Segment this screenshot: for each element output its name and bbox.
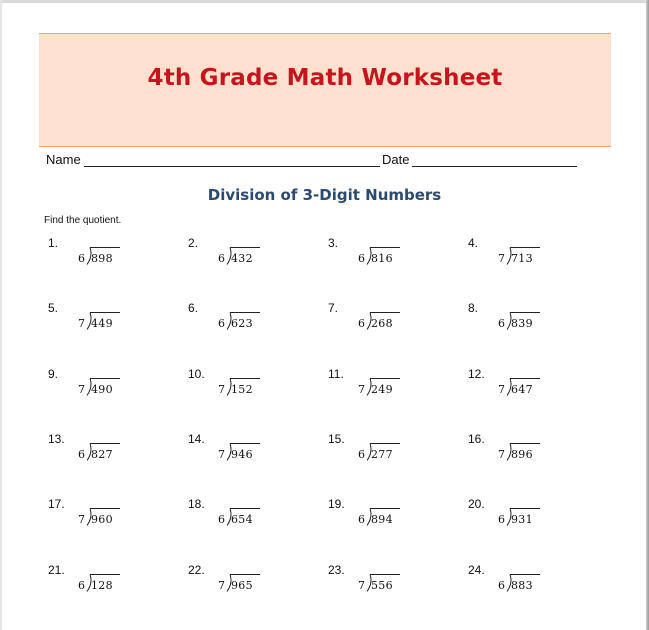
divisor: 6 [218,317,225,330]
dividend: 898 [91,252,113,265]
division-bar [370,247,400,248]
dividend: 960 [91,513,113,526]
division-problem [468,236,578,276]
date-line [412,166,577,167]
problem-number: 5. [48,301,59,315]
dividend: 490 [91,383,113,396]
dividend: 556 [371,579,393,592]
problem-number: 15. [328,432,345,446]
problem-number: 8. [468,301,479,315]
division-bar [370,574,400,575]
problem-number: 20. [468,497,485,511]
divisor: 7 [218,383,225,396]
problem-number: 13. [48,432,65,446]
divisor: 6 [498,513,505,526]
division-problem [468,432,578,472]
divisor: 6 [78,448,85,461]
problem-number: 16. [468,432,485,446]
division-problem [328,432,438,472]
instructions: Find the quotient. [44,215,122,226]
problem-number: 11. [328,367,344,381]
division-problem [328,301,438,341]
division-bar [510,378,540,379]
problem-number: 23. [328,563,345,577]
division-bar [230,574,260,575]
dividend: 654 [231,513,253,526]
header-band [39,33,611,147]
divisor: 7 [78,513,85,526]
division-bar [510,312,540,313]
problem-number: 7. [328,301,339,315]
dividend: 894 [371,513,393,526]
worksheet-subtitle: Division of 3-Digit Numbers [207,186,442,204]
divisor: 6 [218,252,225,265]
division-bar [510,508,540,509]
division-bar [370,378,400,379]
problem-number: 9. [48,367,59,381]
division-bar [510,247,540,248]
division-bar [230,247,260,248]
problem-number: 2. [188,236,199,250]
divisor: 7 [358,383,365,396]
problem-number: 4. [468,236,479,250]
division-problem [468,301,578,341]
dividend: 277 [371,448,393,461]
divisor: 6 [498,317,505,330]
problem-number: 24. [468,563,485,577]
divisor: 6 [498,579,505,592]
division-problem [188,236,298,276]
division-bar [230,312,260,313]
divisor: 7 [358,579,365,592]
problem-number: 3. [328,236,339,250]
division-bar [370,508,400,509]
division-bar [90,443,120,444]
dividend: 896 [511,448,533,461]
division-problem [468,367,578,407]
dividend: 432 [231,252,253,265]
name-line [84,166,380,167]
division-problem [328,236,438,276]
dividend: 816 [371,252,393,265]
division-problem [48,236,158,276]
problem-number: 14. [188,432,205,446]
division-problem [328,497,438,537]
division-bar [90,312,120,313]
divisor: 6 [358,252,365,265]
worksheet-title: 4th Grade Math Worksheet [147,65,503,91]
division-bar [90,508,120,509]
date-label: Date [382,152,410,167]
divisor: 7 [498,252,505,265]
page-top-edge [0,0,649,3]
dividend: 647 [511,383,533,396]
problem-number: 12. [468,367,485,381]
division-problem [328,367,438,407]
divisor: 6 [78,579,85,592]
divisor: 7 [78,317,85,330]
division-bar [90,247,120,248]
division-problem [468,497,578,537]
problem-number: 1. [48,236,59,250]
division-problem [48,367,158,407]
dividend: 931 [511,513,533,526]
dividend: 946 [231,448,253,461]
divisor: 7 [218,448,225,461]
division-problem [188,497,298,537]
division-bar [230,378,260,379]
division-problem [188,367,298,407]
divisor: 6 [358,317,365,330]
divisor: 7 [218,579,225,592]
division-problem [48,563,158,603]
problem-number: 22. [188,563,205,577]
division-problem [48,301,158,341]
dividend: 249 [371,383,393,396]
division-bar [230,443,260,444]
divisor: 6 [78,252,85,265]
division-bar [370,443,400,444]
name-label: Name [46,152,81,167]
divisor: 7 [78,383,85,396]
division-problem [328,563,438,603]
dividend: 713 [511,252,533,265]
problem-number: 6. [188,301,199,315]
divisor: 6 [218,513,225,526]
division-problem [188,432,298,472]
dividend: 623 [231,317,253,330]
divisor: 6 [358,448,365,461]
dividend: 883 [511,579,533,592]
divisor: 7 [498,448,505,461]
division-bar [510,574,540,575]
dividend: 268 [371,317,393,330]
page-left-edge [0,0,2,630]
problem-number: 10. [188,367,205,381]
dividend: 449 [91,317,113,330]
division-bar [510,443,540,444]
dividend: 965 [231,579,253,592]
dividend: 128 [91,579,113,592]
division-bar [230,508,260,509]
problem-number: 18. [188,497,205,511]
dividend: 827 [91,448,113,461]
problem-number: 21. [48,563,65,577]
dividend: 839 [511,317,533,330]
division-problem [188,301,298,341]
problem-number: 17. [48,497,65,511]
division-bar [370,312,400,313]
divisor: 7 [498,383,505,396]
division-problem [188,563,298,603]
division-problem [48,432,158,472]
divisor: 6 [358,513,365,526]
dividend: 152 [231,383,253,396]
division-problem [468,563,578,603]
problem-number: 19. [328,497,345,511]
division-problem [48,497,158,537]
division-bar [90,378,120,379]
division-bar [90,574,120,575]
